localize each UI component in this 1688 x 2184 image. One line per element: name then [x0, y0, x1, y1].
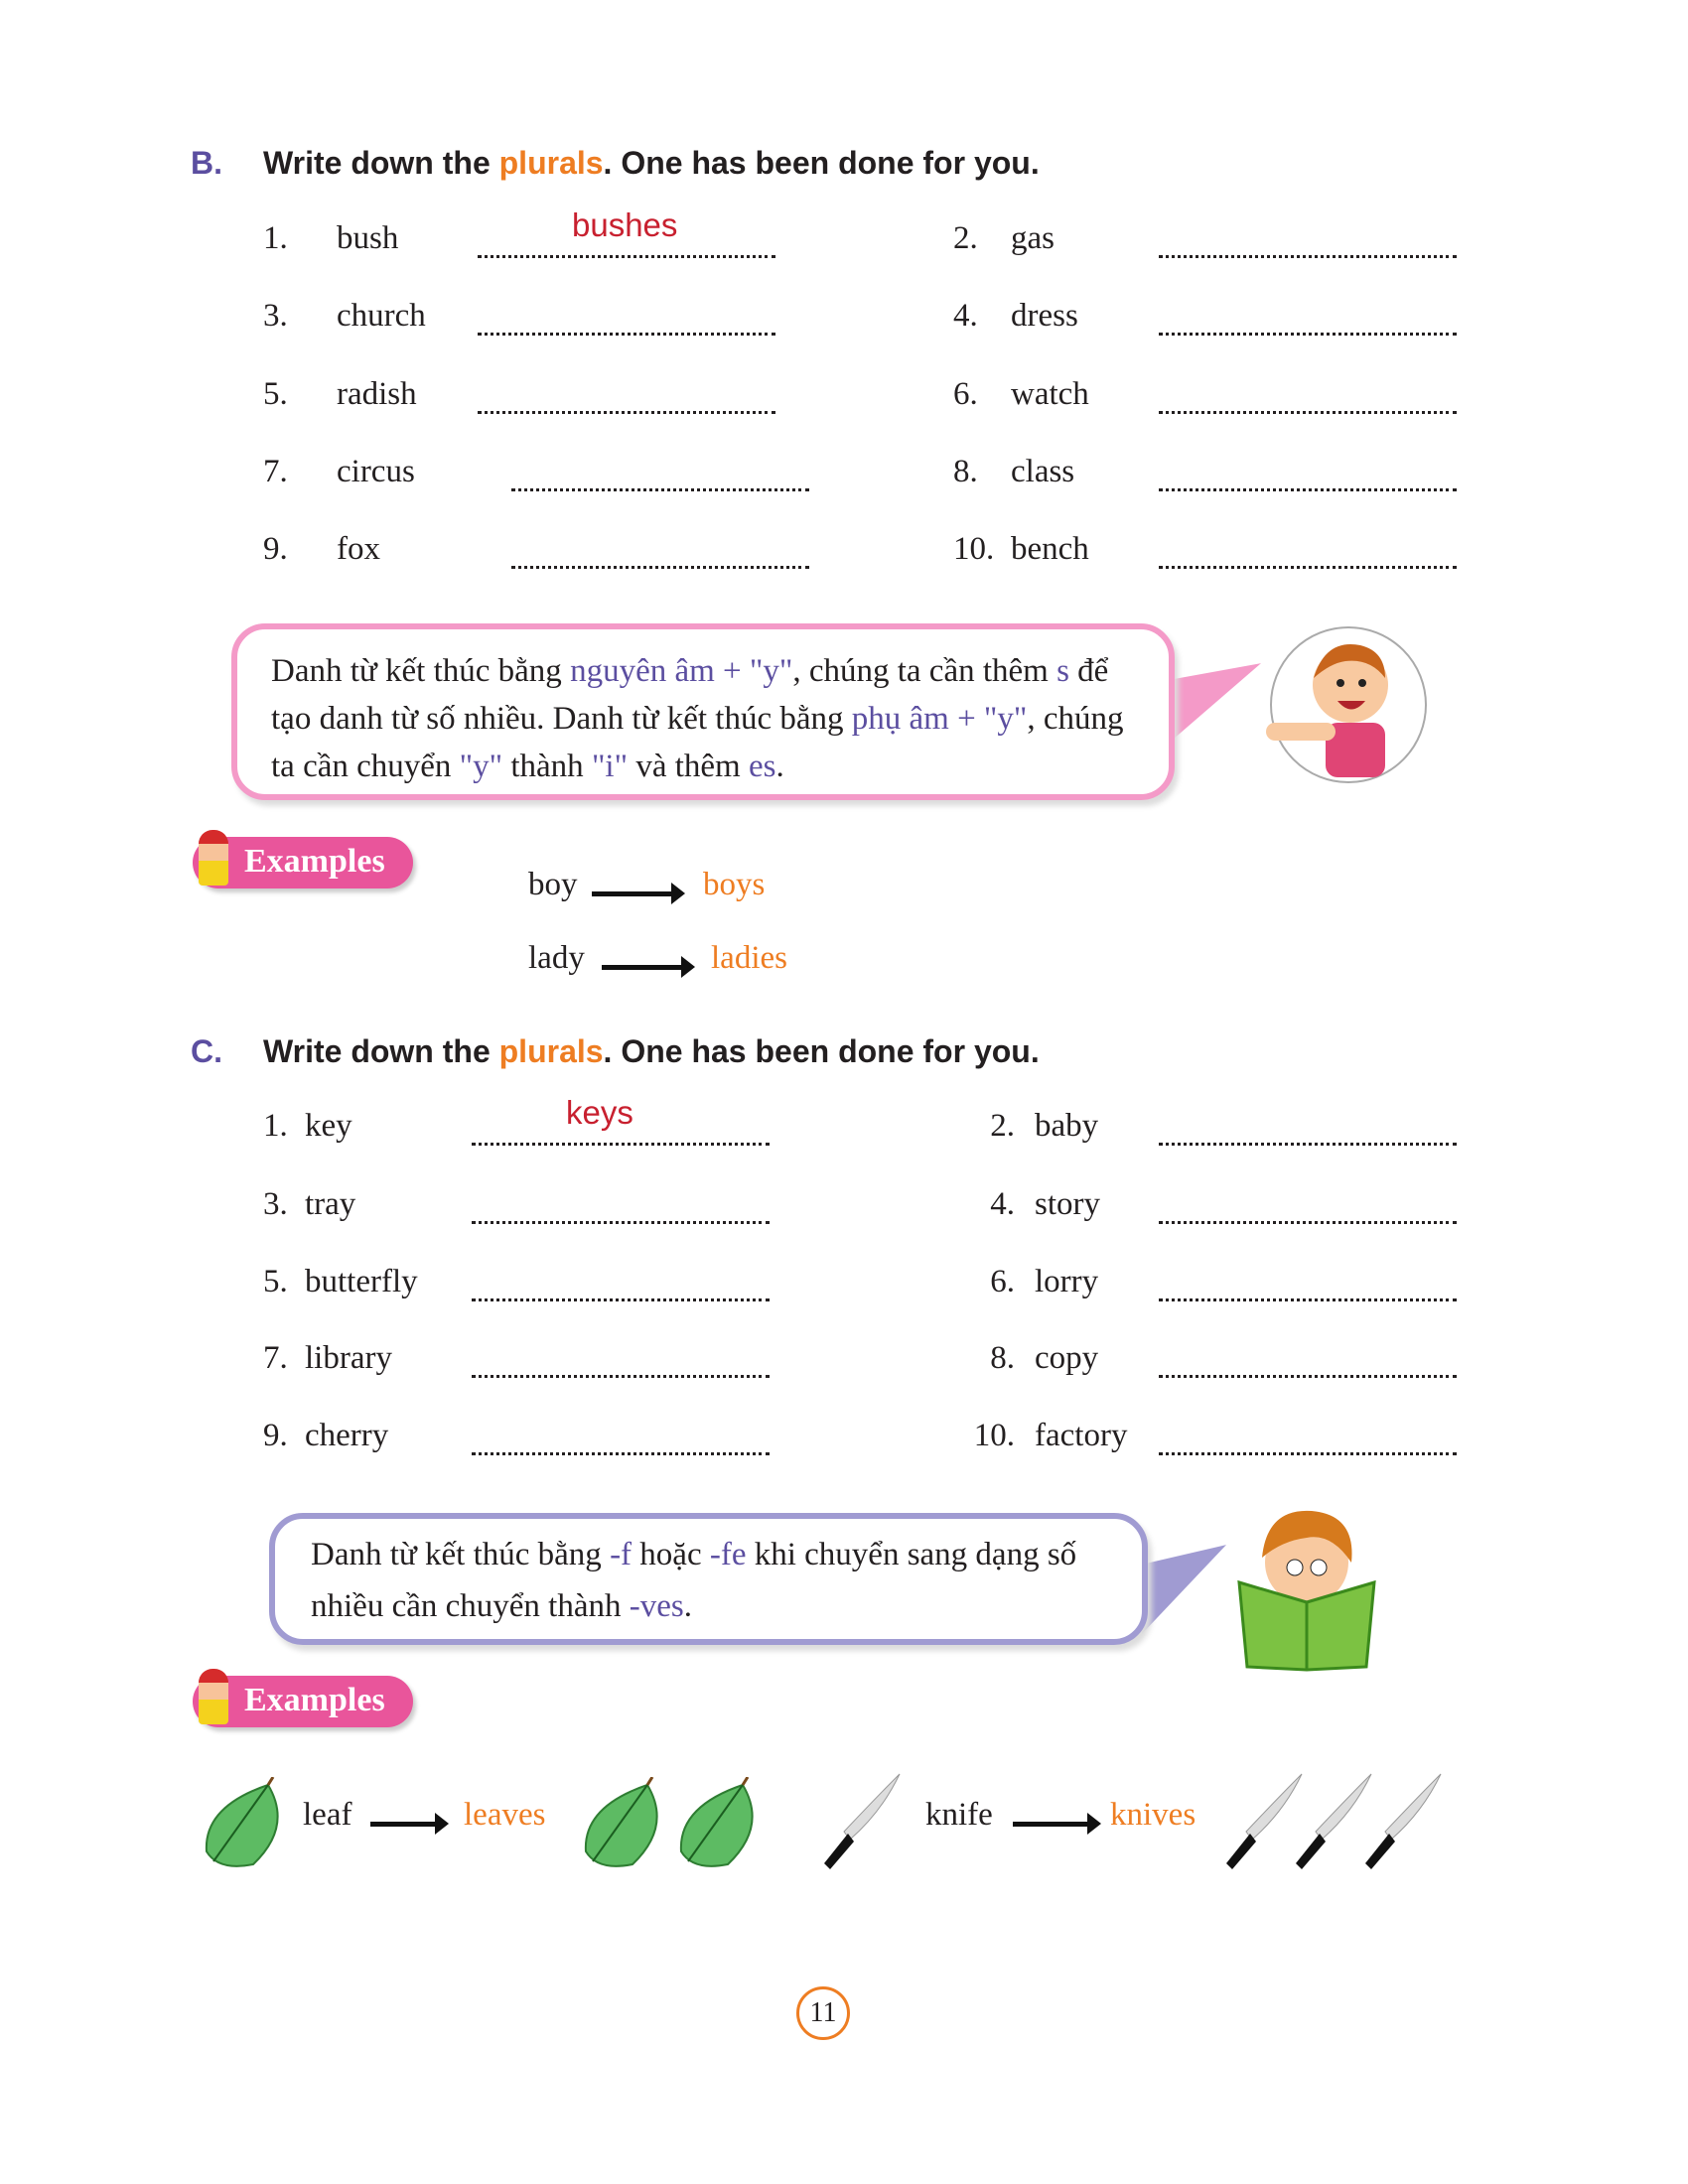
tip-text: , chúng ta cần thêm: [792, 653, 1057, 689]
item-number: 2.: [953, 220, 978, 256]
item-number: 4.: [990, 1186, 1015, 1222]
section-title: [263, 1033, 1040, 1070]
answer-line[interactable]: [511, 565, 809, 569]
answer-text: bushes: [572, 206, 678, 243]
tip-text: Danh từ kết thúc bằng: [271, 653, 571, 689]
item-word: fox: [337, 531, 380, 567]
example-word: knife: [925, 1797, 993, 1833]
item-word: bush: [337, 220, 399, 256]
tip-text: để tạo danh từ số nhiều. Danh từ kết thúc bằng: [271, 653, 1109, 737]
title-text: Write down the: [263, 1033, 499, 1069]
item-number: 5.: [263, 1264, 288, 1299]
tip-text: , chúng ta cần chuyển: [271, 701, 1124, 784]
item-word: library: [305, 1340, 392, 1376]
tip-highlight: "y": [459, 749, 503, 784]
title-text: Write down the: [263, 145, 499, 181]
title-highlight: plurals: [498, 1033, 604, 1069]
answer-line[interactable]: [1159, 1297, 1457, 1301]
answer-line[interactable]: [478, 332, 775, 336]
examples-label: Examples: [244, 843, 385, 880]
answer-line[interactable]: [472, 1297, 770, 1301]
item-number: 9.: [263, 1418, 288, 1453]
section-title: [263, 145, 1040, 182]
page-number: 11: [796, 1986, 850, 2040]
example-word: lady: [528, 940, 585, 976]
item-word: butterfly: [305, 1264, 418, 1299]
item-word: radish: [337, 376, 417, 412]
item-word: copy: [1035, 1340, 1099, 1376]
tip-text: thành: [502, 749, 592, 784]
answer-line[interactable]: [472, 1142, 770, 1146]
answer-line[interactable]: [1159, 254, 1457, 258]
item-number: 9.: [263, 531, 288, 567]
arrow-icon: [1013, 1822, 1097, 1827]
item-number: 1.: [263, 220, 288, 256]
tip-highlight: nguyên âm + "y": [570, 653, 793, 689]
item-number: 1.: [263, 1108, 288, 1144]
item-word: gas: [1011, 220, 1055, 256]
pointing-boy-illustration: [1246, 623, 1435, 787]
section-letter: C.: [191, 1033, 222, 1069]
tip-text: .: [683, 1588, 692, 1624]
answer-line[interactable]: [1159, 487, 1457, 491]
leaf-icon: [673, 1777, 763, 1871]
item-number: 6.: [990, 1264, 1015, 1299]
item-word: key: [305, 1108, 352, 1144]
tip-highlight: es: [748, 749, 776, 784]
item-word: lorry: [1035, 1264, 1099, 1299]
example-plural: ladies: [711, 940, 787, 976]
answer-line[interactable]: [1159, 1142, 1457, 1146]
tip-highlight: s: [1056, 653, 1069, 689]
answer-line[interactable]: [1159, 565, 1457, 569]
leaf-icon: [578, 1777, 667, 1871]
item-number: 2.: [990, 1108, 1015, 1144]
answer-line[interactable]: [511, 487, 809, 491]
answer-line[interactable]: [1159, 1220, 1457, 1224]
answer-line[interactable]: [472, 1451, 770, 1455]
item-number: 6.: [953, 376, 978, 412]
tip-text: khi chuyển sang dạng số nhiều cần chuyển thành: [311, 1537, 1077, 1624]
item-number: 10.: [973, 1418, 1015, 1453]
answer-line[interactable]: [478, 410, 775, 414]
tip-bubble-1: [231, 623, 1175, 800]
example-plural: knives: [1110, 1797, 1196, 1833]
item-word: bench: [1011, 531, 1089, 567]
item-number: 8.: [990, 1340, 1015, 1376]
answer-line[interactable]: [1159, 410, 1457, 414]
answer-text: keys: [566, 1094, 633, 1131]
section-c-heading: [191, 1033, 1382, 1073]
item-word: dress: [1011, 298, 1078, 334]
knife-icon: [822, 1772, 902, 1871]
item-number: 7.: [263, 1340, 288, 1376]
answer-line[interactable]: [1159, 1374, 1457, 1378]
item-word: circus: [337, 454, 415, 489]
item-word: factory: [1035, 1418, 1128, 1453]
kid-icon: [199, 1669, 228, 1724]
title-highlight: plurals: [498, 145, 604, 181]
tip-text: Danh từ kết thúc bằng: [311, 1537, 611, 1572]
item-word: cherry: [305, 1418, 389, 1453]
item-word: story: [1035, 1186, 1100, 1222]
section-b-heading: [191, 145, 1382, 185]
item-number: 7.: [263, 454, 288, 489]
leaf-icon: [199, 1777, 288, 1871]
arrow-icon: [592, 891, 681, 896]
tip-highlight: -ves: [629, 1588, 684, 1624]
tip-highlight: phụ âm + "y": [851, 701, 1028, 737]
knife-icon: [1363, 1772, 1443, 1871]
tip-highlight: -f: [610, 1537, 633, 1572]
tip-text: hoặc: [632, 1537, 710, 1572]
title-text: . One has been done for you.: [603, 1033, 1040, 1069]
title-text: . One has been done for you.: [603, 145, 1040, 181]
arrow-icon: [602, 965, 691, 970]
item-number: 5.: [263, 376, 288, 412]
examples-label: Examples: [244, 1682, 385, 1718]
answer-line[interactable]: [1159, 1451, 1457, 1455]
item-number: 4.: [953, 298, 978, 334]
arrow-icon: [370, 1822, 445, 1827]
example-word: boy: [528, 867, 578, 902]
knife-icon: [1224, 1772, 1304, 1871]
item-number: 3.: [263, 1186, 288, 1222]
answer-line[interactable]: [478, 254, 775, 258]
knife-icon: [1294, 1772, 1373, 1871]
item-word: tray: [305, 1186, 356, 1222]
item-number: 10.: [953, 531, 995, 567]
item-number: 8.: [953, 454, 978, 489]
item-number: 3.: [263, 298, 288, 334]
reading-boy-illustration: [1227, 1503, 1386, 1672]
item-word: baby: [1035, 1108, 1099, 1144]
tip-bubble-2: [269, 1513, 1148, 1645]
kid-icon: [199, 830, 228, 886]
item-word: watch: [1011, 376, 1089, 412]
answer-line[interactable]: [472, 1374, 770, 1378]
example-word: leaf: [303, 1797, 352, 1833]
answer-line[interactable]: [472, 1220, 770, 1224]
section-letter: B.: [191, 145, 222, 181]
tip-text: và thêm: [628, 749, 749, 784]
tip-highlight: -fe: [709, 1537, 747, 1572]
tip-text: .: [775, 749, 784, 784]
example-plural: leaves: [464, 1797, 546, 1833]
speech-bubble-tail: [1142, 1525, 1226, 1634]
item-word: church: [337, 298, 426, 334]
answer-line[interactable]: [1159, 332, 1457, 336]
example-plural: boys: [703, 867, 766, 902]
item-word: class: [1011, 454, 1075, 489]
tip-highlight: "i": [591, 749, 629, 784]
